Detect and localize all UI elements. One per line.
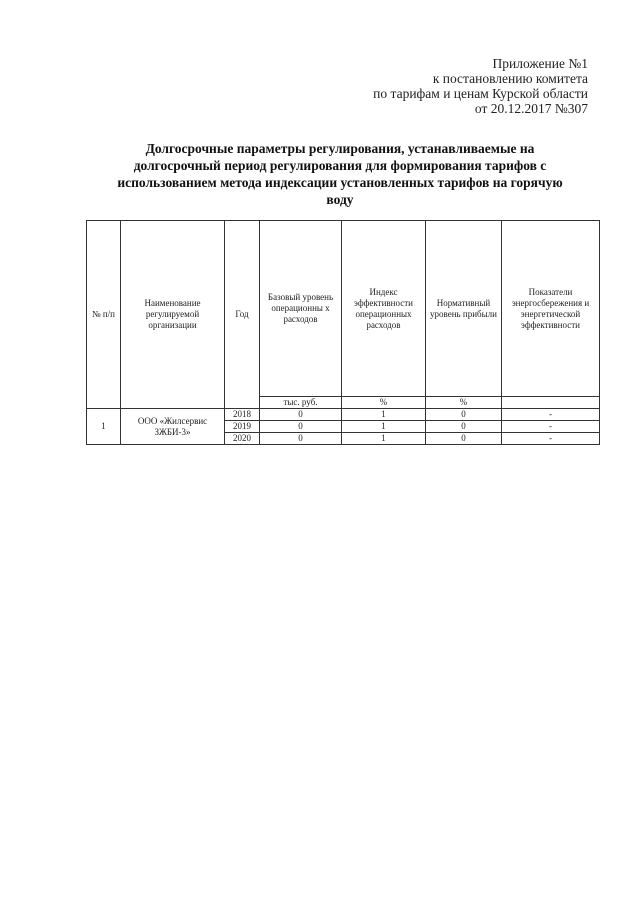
row-year: 2018 <box>225 409 260 421</box>
row-energy-indicators: - <box>502 433 600 445</box>
row-profit-level: 0 <box>426 421 502 433</box>
header-energy-indicators: Показатели энергосбережения и энергетической эффективности <box>502 221 600 397</box>
unit-energy-indicators <box>502 397 600 409</box>
appendix-block <box>288 56 588 116</box>
header-org-name: Наименование регулируемой организации <box>121 221 225 409</box>
header-efficiency-index: Индекс эффективности операционных расходов <box>342 221 426 397</box>
header-profit-level: Нормативный уровень прибыли <box>426 221 502 397</box>
row-year: 2020 <box>225 433 260 445</box>
row-profit-level: 0 <box>426 409 502 421</box>
org-name: ООО «Жилсервис ЗЖБИ-3» <box>121 409 225 445</box>
row-efficiency-index: 1 <box>342 409 426 421</box>
row-energy-indicators: - <box>502 421 600 433</box>
unit-base-level: тыс. руб. <box>260 397 342 409</box>
title-line-2: долгосрочный период регулирования для формирования тарифов с <box>133 158 547 173</box>
header-row <box>87 221 600 397</box>
row-base-level: 0 <box>260 409 342 421</box>
title-line-4: воду <box>326 192 354 207</box>
appendix-line-3: по тарифам и ценам Курской области <box>373 86 588 101</box>
row-base-level: 0 <box>260 421 342 433</box>
row-efficiency-index: 1 <box>342 421 426 433</box>
row-year: 2019 <box>225 421 260 433</box>
row-base-level: 0 <box>260 433 342 445</box>
appendix-line-1: Приложение №1 <box>492 56 588 71</box>
table-row <box>87 409 600 421</box>
appendix-line-4: от 20.12.2017 №307 <box>474 101 588 116</box>
title-line-3: использованием метода индексации установленных тарифов на горячую <box>117 175 563 190</box>
unit-efficiency-index: % <box>342 397 426 409</box>
org-num: 1 <box>87 409 121 445</box>
header-num: № п/п <box>87 221 121 409</box>
row-profit-level: 0 <box>426 433 502 445</box>
row-energy-indicators: - <box>502 409 600 421</box>
parameters-table <box>86 220 600 445</box>
document-title <box>80 140 600 208</box>
appendix-line-2: к постановлению комитета <box>432 71 588 86</box>
header-base-level: Базовый уровень операционны х расходов <box>260 221 342 397</box>
row-efficiency-index: 1 <box>342 433 426 445</box>
unit-profit-level: % <box>426 397 502 409</box>
header-year: Год <box>225 221 260 409</box>
title-line-1: Долгосрочные параметры регулирования, устанавливаемые на <box>145 141 535 156</box>
